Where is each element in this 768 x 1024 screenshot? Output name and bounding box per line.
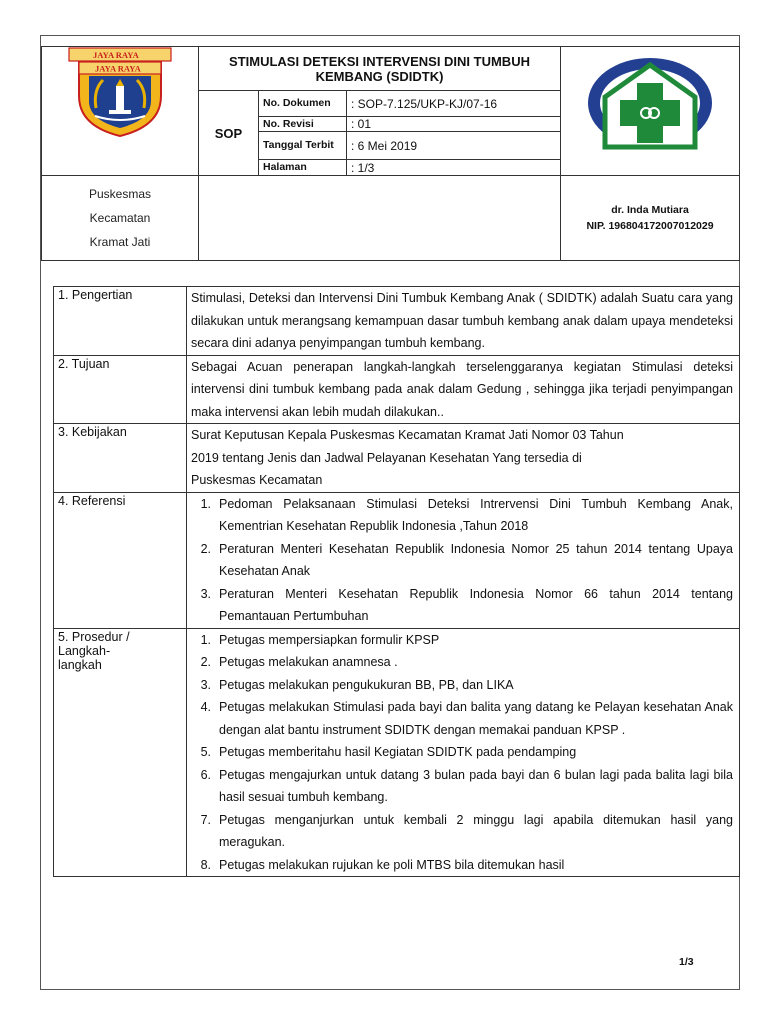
org-line-3: Kramat Jati bbox=[89, 235, 151, 249]
kebijakan-line: Puskesmas Kecamatan bbox=[191, 473, 323, 487]
section-pengertian bbox=[54, 287, 740, 356]
signatory-nip: NIP. 196804172007012029 bbox=[586, 220, 714, 232]
list-item: 5. Petugas memberitahu hasil Kegiatan SDIDTK pada pendamping bbox=[200, 745, 577, 759]
meta-label-revisi: No. Revisi bbox=[259, 117, 347, 132]
section-prosedur bbox=[54, 628, 740, 877]
sop-content-table bbox=[53, 286, 740, 877]
meta-value-revisi: : 01 bbox=[347, 117, 561, 132]
list-item: 3. Petugas melakukan pengukukuran BB, PB, dan LIKA bbox=[200, 677, 514, 692]
document-page bbox=[40, 35, 740, 990]
document-header bbox=[41, 46, 740, 261]
section-label: 1. Pengertian bbox=[54, 287, 187, 356]
list-item: 6. Petugas mengajurkan untuk datang 3 bulan pada bayi dan 6 bulan lagi pada balita lagi bila hasil sesuai tumbuh kembang. bbox=[200, 767, 733, 804]
section-text: Stimulasi, Deteksi dan Intervensi Dini Tumbuk Kembang Anak ( SDIDTK) adalah Suatu cara yang dilakukan untuk merangsang kemampuan dasar tumbuh kembang anak dalam upaya mendeteksi secara dini adanya penyimpangan tumbuh kembang. bbox=[187, 287, 740, 356]
dki-jakarta-emblem-icon bbox=[65, 46, 175, 138]
organization-name bbox=[42, 176, 199, 261]
puskesmas-cross-logo-icon bbox=[585, 55, 715, 165]
blank-signature-area bbox=[199, 176, 561, 261]
meta-value-dokumen: : SOP-7.125/UKP-KJ/07-16 bbox=[347, 91, 561, 117]
section-kebijakan bbox=[54, 424, 740, 493]
signatory-name: dr. Inda Mutiara bbox=[611, 204, 689, 216]
list-item: 1. Pedoman Pelaksanaan Stimulasi Deteksi Intrervensi Dini Tumbuh Kembang Anak, Kementrian Kesehatan Republik Indonesia ,Tahun 2018 bbox=[200, 496, 733, 533]
signatory-block bbox=[561, 176, 740, 261]
right-logo-cell bbox=[561, 47, 740, 176]
document-title: STIMULASI DETEKSI INTERVENSI DINI TUMBUH KEMBANG (SDIDTK) bbox=[199, 47, 561, 91]
list-item: 3. Peraturan Menteri Kesehatan Republik Indonesia Nomor 66 tahun 2014 tentang Pemantauan Pertumbuhan bbox=[200, 586, 733, 623]
meta-value-tanggal: : 6 Mei 2019 bbox=[347, 132, 561, 160]
list-item: 7. Petugas menganjurkan untuk kembali 2 minggu lagi apabila ditemukan hasil yang meragukan. bbox=[200, 812, 733, 849]
section-list bbox=[187, 492, 740, 628]
section-label: 2. Tujuan bbox=[54, 355, 187, 424]
meta-label-dokumen: No. Dokumen bbox=[259, 91, 347, 117]
svg-text:JAYA RAYA: JAYA RAYA bbox=[93, 50, 139, 60]
section-label: 4. Referensi bbox=[54, 492, 187, 628]
org-line-2: Kecamatan bbox=[89, 211, 151, 225]
meta-label-tanggal: Tanggal Terbit bbox=[259, 132, 347, 160]
list-item: 4. Petugas melakukan Stimulasi pada bayi dan balita yang datang ke Pelayan kesehatan Anak dengan alat bantu instrument SDIDTK dengan memakai panduan KPSP . bbox=[200, 700, 733, 737]
list-item: 2. Peraturan Menteri Kesehatan Republik Indonesia Nomor 25 tahun 2014 tentang Upaya Kesehatan Anak bbox=[200, 541, 733, 578]
section-referensi bbox=[54, 492, 740, 628]
kebijakan-line: 2019 tentang Jenis dan Jadwal Pelayanan Kesehatan Yang tersedia di bbox=[191, 450, 582, 465]
section-label: 5. Prosedur / Langkah-langkah bbox=[54, 628, 187, 877]
section-label: 3. Kebijakan bbox=[54, 424, 187, 493]
kebijakan-line: Surat Keputusan Kepala Puskesmas Kecamatan Kramat Jati Nomor 03 Tahun bbox=[191, 428, 624, 442]
svg-text:JAYA RAYA: JAYA RAYA bbox=[95, 63, 141, 74]
meta-value-halaman: : 1/3 bbox=[347, 160, 561, 176]
list-item: 2. Petugas melakukan anamnesa . bbox=[200, 655, 398, 669]
sop-label: SOP bbox=[199, 91, 259, 176]
page-number: 1/3 bbox=[679, 956, 694, 968]
section-tujuan bbox=[54, 355, 740, 424]
list-item: 8. Petugas melakukan rujukan ke poli MTBS bila ditemukan hasil bbox=[200, 857, 565, 872]
list-item: 1. Petugas mempersiapkan formulir KPSP bbox=[200, 632, 440, 647]
org-line-1: Puskesmas bbox=[88, 187, 152, 201]
section-list bbox=[187, 628, 740, 877]
meta-label-halaman: Halaman bbox=[259, 160, 347, 176]
left-logo-cell bbox=[42, 47, 199, 176]
section-text: Sebagai Acuan penerapan langkah-langkah terselenggaranya kegiatan Stimulasi deteksi intervensi dini tumbuk kembang pada anak dalam Gedung , sehingga jika terjadi penyimpangan maka intervensi akan lebih mudah dilakukan.. bbox=[187, 355, 740, 424]
section-text bbox=[187, 424, 740, 493]
